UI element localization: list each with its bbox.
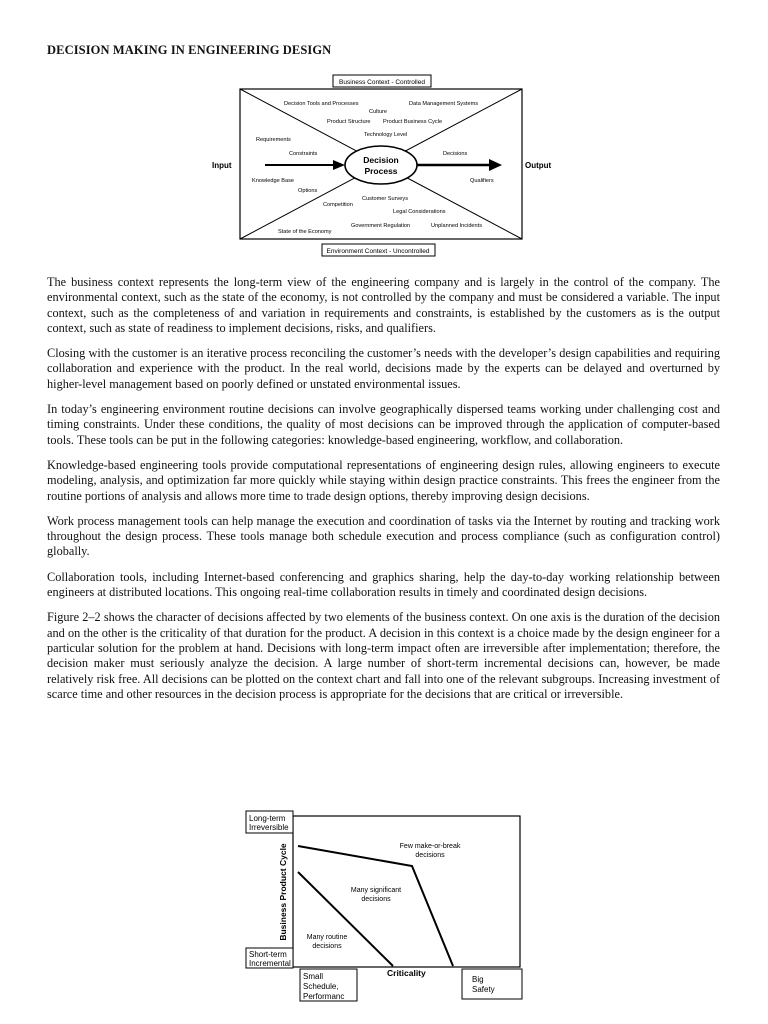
region-top-line1: Few make-or-break <box>399 843 461 850</box>
decision-process-line1: Decision <box>363 155 399 165</box>
paragraph: In today’s engineering environment routine decisions can involve geographically dispersed teams working under challenging cost and timing constraints. Under these conditions, the quality of most decisions can be improved through the application of computer-based tools. These tools can be put in the following categories: knowledge-based engineering, workflow, and collaboration. <box>47 402 720 447</box>
decision-process-ellipse <box>345 146 417 184</box>
region-low-line1: Many routine <box>306 934 348 941</box>
x-left-label-3: Performanc <box>303 992 345 1001</box>
region-mid-line2: decisions <box>361 896 391 903</box>
y-bottom-label-1: Short-term <box>249 950 287 959</box>
decisions-label: Decisions <box>443 151 468 157</box>
technology-level-label: Technology Level <box>364 132 408 138</box>
decision-process-line2: Process <box>364 166 398 176</box>
decision-process-diagram <box>0 0 768 270</box>
x-right-box <box>462 969 522 999</box>
output-arrowhead <box>489 159 502 171</box>
environment-context-label: Environment Context - Uncontrolled <box>326 248 430 255</box>
qualifiers-label: Qualifiers <box>470 178 494 184</box>
paragraph: The business context represents the long-term view of the engineering company and is largely in the control of the company. The environmental context, such as the state of the economy, is not controlled by the company and must be considered a variable. The input context, such as the completeness of and variation in requirements and constraints, is established by the customers as is the output context, such as state of readiness to implement decisions, risks, and qualifiers. <box>47 275 720 335</box>
x-right-label-1: Big <box>472 975 484 984</box>
input-arrowhead <box>333 160 345 170</box>
body-text <box>47 275 720 712</box>
paragraph: Collaboration tools, including Internet-based conferencing and graphics sharing, help the day-to-day working relationship between engineers at distributed locations. This ongoing real-time collaboration results in timely and coordinated design decisions. <box>47 569 720 600</box>
product-business-cycle-label: Product Business Cycle <box>383 119 443 125</box>
government-regulation-label: Government Regulation <box>351 223 411 229</box>
x-left-label-1: Small <box>303 972 324 981</box>
region-low-line2: decisions <box>312 943 342 950</box>
paragraph: Work process management tools can help manage the execution and coordination of tasks via the Internet by routing and tracking work throughout the design process. These tools manage both schedule execution and process compliance (such as configuration control) globally. <box>47 513 720 559</box>
y-top-label-1: Long-term <box>249 814 286 823</box>
constraints-label: Constraints <box>289 151 318 157</box>
x-left-label-2: Schedule, <box>303 982 339 991</box>
knowledge-base-label: Knowledge Base <box>252 178 294 184</box>
paragraph: Figure 2–2 shows the character of decisions affected by two elements of the business context. On one axis is the duration of the decision and on the other is the criticality of that duration for the product. A decision in this context is a choice made by the design engineer for a particular solution for the problem at hand. Decisions with long-term impact often are irreversible after implementation; therefore, the decision maker must seriously analyze the decision. A large number of short-term incremental decisions can, however, be made relatively risk free. All decisions can be plotted on the context chart and fall into one of the relevant subgroups. Increasing investment of scarce time and other resources in the decision process is appropriate for the decisions that are critical or irreversible. <box>47 610 720 701</box>
input-label: Input <box>212 161 232 170</box>
y-axis-label: Business Product Cycle <box>278 843 288 941</box>
customer-surveys-label: Customer Surveys <box>362 196 409 202</box>
data-management-label: Data Management Systems <box>409 101 479 107</box>
requirements-label: Requirements <box>256 137 291 143</box>
output-label: Output <box>525 161 552 170</box>
decision-character-chart <box>0 808 768 1018</box>
unplanned-incidents-label: Unplanned Incidents <box>431 223 483 229</box>
decision-tools-label: Decision Tools and Processes <box>284 101 359 107</box>
x-right-label-2: Safety <box>472 985 495 994</box>
legal-considerations-label: Legal Considerations <box>393 209 446 215</box>
paragraph: Closing with the customer is an iterative process reconciling the customer’s needs with the developer’s design capabilities and requiring collaboration and experience with the product. In the real world, decisions made by the experts can be delayed and overturned by higher-level management based on poorly defined or unstated environmental issues. <box>47 346 720 391</box>
region-top-line2: decisions <box>415 852 445 859</box>
y-top-label-2: Irreversible <box>249 823 289 832</box>
state-of-economy-label: State of the Economy <box>278 229 332 235</box>
x-axis-label: Criticality <box>387 968 426 978</box>
product-structure-label: Product Structure <box>327 119 371 125</box>
culture-label: Culture <box>369 109 388 115</box>
page-title: DECISION MAKING IN ENGINEERING DESIGN <box>47 43 332 57</box>
paragraph: Knowledge-based engineering tools provide computational representations of engineering design rules, allowing engineers to execute modeling, analysis, and optimization far more quickly while staying within design practice constraints. This frees the engineer from the routine portions of analysis and allows more time to trade design options, thereby improving design decisions. <box>47 457 720 503</box>
options-label: Options <box>298 188 318 194</box>
region-mid-line1: Many significant <box>350 887 402 894</box>
business-context-label: Business Context - Controlled <box>339 79 425 86</box>
competition-label: Competition <box>323 202 353 208</box>
y-bottom-label-2: Incremental <box>249 959 291 968</box>
